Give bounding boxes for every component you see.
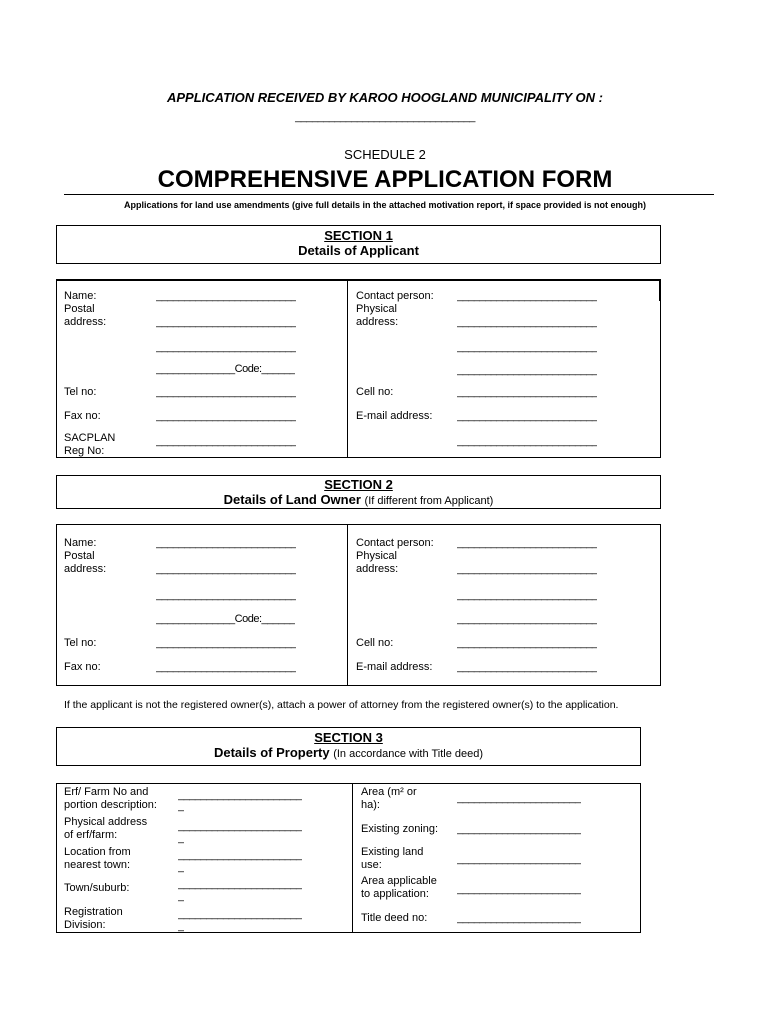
section3-subheading-row xyxy=(57,745,640,762)
s3-landuse-field[interactable]: ______________________ xyxy=(457,853,581,865)
s3-erf-field[interactable]: ______________________ xyxy=(178,789,302,801)
s3-town-field-tail[interactable]: _ xyxy=(178,890,184,902)
section3-heading: SECTION 3 xyxy=(314,730,383,745)
s3-phys-field-tail[interactable]: _ xyxy=(178,832,184,844)
s2-code-field[interactable]: ______ xyxy=(261,613,296,625)
s1-code-label: Code: xyxy=(234,363,262,375)
s1-fax-field[interactable]: _________________________ xyxy=(156,410,297,422)
s3-area-label-2: ha): xyxy=(361,799,380,811)
s1-physical-field-2[interactable]: _________________________ xyxy=(457,341,598,353)
s3-loc-field-tail[interactable]: _ xyxy=(178,861,184,873)
s2-contact-field[interactable]: _________________________ xyxy=(457,537,598,549)
received-date-line[interactable]: ________________________________ xyxy=(295,111,475,123)
schedule-label: SCHEDULE 2 xyxy=(344,147,426,162)
section2-paren: (If different from Applicant) xyxy=(364,495,494,507)
s1-reg-label: Reg No: xyxy=(64,445,105,457)
s1-name-label: Name: xyxy=(64,290,97,302)
s1-fax-label: Fax no: xyxy=(64,410,101,422)
s3-phys-label-1: Physical address xyxy=(64,816,148,828)
s2-physical-field-1[interactable]: _________________________ xyxy=(457,563,598,575)
s3-loc-field[interactable]: ______________________ xyxy=(178,849,302,861)
s1-email-label: E-mail address: xyxy=(356,410,433,422)
section3-divider xyxy=(352,783,353,933)
section2-subheading: Details of Land Owner xyxy=(223,492,361,507)
section1-divider xyxy=(347,279,348,458)
s1-name-field[interactable]: _________________________ xyxy=(156,290,297,302)
section3-subheading: Details of Property xyxy=(213,745,330,760)
s2-email-label: E-mail address: xyxy=(356,661,433,673)
section1-heading: SECTION 1 xyxy=(324,228,393,243)
s3-town-label: Town/suburb: xyxy=(64,882,130,894)
s3-deed-label: Title deed no: xyxy=(361,912,428,924)
s2-fax-field[interactable]: _________________________ xyxy=(156,661,297,673)
s2-contact-label: Contact person: xyxy=(356,537,434,549)
s3-reg-field-tail[interactable]: _ xyxy=(178,920,184,932)
s3-area-field[interactable]: ______________________ xyxy=(457,792,581,804)
s3-zoning-field[interactable]: ______________________ xyxy=(457,823,581,835)
s3-reg-label-1: Registration xyxy=(64,906,123,918)
s1-physical-field-3[interactable]: _________________________ xyxy=(457,364,598,376)
s3-landuse-label-1: Existing land xyxy=(361,846,424,858)
s2-code-label: Code: xyxy=(234,613,262,625)
s3-reg-field[interactable]: ______________________ xyxy=(178,908,302,920)
s1-code-line[interactable] xyxy=(156,363,295,376)
s1-postal-field-1[interactable]: _________________________ xyxy=(156,316,297,328)
s3-loc-label-2: nearest town: xyxy=(64,859,131,871)
section2-divider xyxy=(347,524,348,686)
s2-physical-field-3[interactable]: _________________________ xyxy=(457,613,598,625)
s2-tel-field[interactable]: _________________________ xyxy=(156,637,297,649)
section1-header-box xyxy=(56,225,661,264)
page-subtitle: Applications for land use amendments (give full details in the attached motivation report, if space provided is not enough) xyxy=(123,200,647,210)
s1-postal-field-2[interactable]: _________________________ xyxy=(156,341,297,353)
s3-reg-label-2: Division: xyxy=(64,919,106,931)
s2-name-field[interactable]: _________________________ xyxy=(156,537,297,549)
s1-physical-field-1[interactable]: _________________________ xyxy=(457,316,598,328)
s3-area-label-1: Area (m² or xyxy=(361,786,417,798)
section1-subheading: Details of Applicant xyxy=(298,243,419,258)
s1-cell-field[interactable]: _________________________ xyxy=(457,386,598,398)
s3-applic-field[interactable]: ______________________ xyxy=(457,883,581,895)
s3-landuse-label-2: use: xyxy=(361,859,382,871)
s1-code-pre: ______________ xyxy=(156,363,235,375)
s1-email-field-2[interactable]: _________________________ xyxy=(457,435,598,447)
s1-address2-label: address: xyxy=(356,316,399,328)
s3-loc-label-1: Location from xyxy=(64,846,131,858)
s3-town-field[interactable]: ______________________ xyxy=(178,878,302,890)
s1-cell-label: Cell no: xyxy=(356,386,394,398)
s3-erf-field-tail[interactable]: _ xyxy=(178,800,184,812)
s2-code-pre: ______________ xyxy=(156,613,235,625)
s1-tel-label: Tel no: xyxy=(64,386,97,398)
s2-fax-label: Fax no: xyxy=(64,661,101,673)
s2-address2-label: address: xyxy=(356,563,399,575)
received-heading: APPLICATION RECEIVED BY KAROO HOOGLAND MUNICIPALITY ON : xyxy=(166,90,603,105)
s1-contact-field[interactable]: _________________________ xyxy=(457,290,598,302)
section2-header-box xyxy=(56,475,661,509)
section1-top-tick xyxy=(659,281,660,301)
s2-physical-label: Physical xyxy=(356,550,397,562)
power-of-attorney-note: If the applicant is not the registered owner(s), attach a power of attorney from the registered owner(s) to the application. xyxy=(64,699,619,711)
s1-sacplan-label: SACPLAN xyxy=(64,432,116,444)
s1-email-field[interactable]: _________________________ xyxy=(457,410,598,422)
s3-erf-label-2: portion description: xyxy=(64,799,157,811)
s3-applic-label-2: to application: xyxy=(361,888,429,900)
s3-erf-label-1: Erf/ Farm No and xyxy=(64,786,149,798)
s1-contact-label: Contact person: xyxy=(356,290,434,302)
s1-physical-label: Physical xyxy=(356,303,397,315)
s2-postal-label: Postal xyxy=(64,550,95,562)
s2-postal-field-2[interactable]: _________________________ xyxy=(156,589,297,601)
s3-phys-label-2: of erf/farm: xyxy=(64,829,118,841)
s3-deed-field[interactable]: ______________________ xyxy=(457,912,581,924)
s1-address-label: address: xyxy=(64,316,107,328)
s3-phys-field[interactable]: ______________________ xyxy=(178,820,302,832)
s1-code-field[interactable]: ______ xyxy=(261,363,296,375)
s2-tel-label: Tel no: xyxy=(64,637,97,649)
section2-subheading-row xyxy=(57,492,660,509)
s3-applic-label-1: Area applicable xyxy=(361,875,437,887)
s2-email-field[interactable]: _________________________ xyxy=(457,661,598,673)
section2-heading: SECTION 2 xyxy=(324,477,393,492)
s2-physical-field-2[interactable]: _________________________ xyxy=(457,589,598,601)
s3-zoning-label: Existing zoning: xyxy=(361,823,439,835)
section3-header-box xyxy=(56,727,641,766)
s1-sacplan-field[interactable]: _________________________ xyxy=(156,435,297,447)
section3-paren: (In accordance with Title deed) xyxy=(333,748,484,760)
s2-name-label: Name: xyxy=(64,537,97,549)
s1-tel-field[interactable]: _________________________ xyxy=(156,386,297,398)
s2-postal-field-1[interactable]: _________________________ xyxy=(156,563,297,575)
s2-cell-label: Cell no: xyxy=(356,637,394,649)
title-rule xyxy=(64,194,714,195)
s2-code-line[interactable] xyxy=(156,613,295,626)
s1-postal-label: Postal xyxy=(64,303,95,315)
page-title: COMPREHENSIVE APPLICATION FORM xyxy=(157,166,613,193)
s2-cell-field[interactable]: _________________________ xyxy=(457,637,598,649)
s2-address-label: address: xyxy=(64,563,107,575)
